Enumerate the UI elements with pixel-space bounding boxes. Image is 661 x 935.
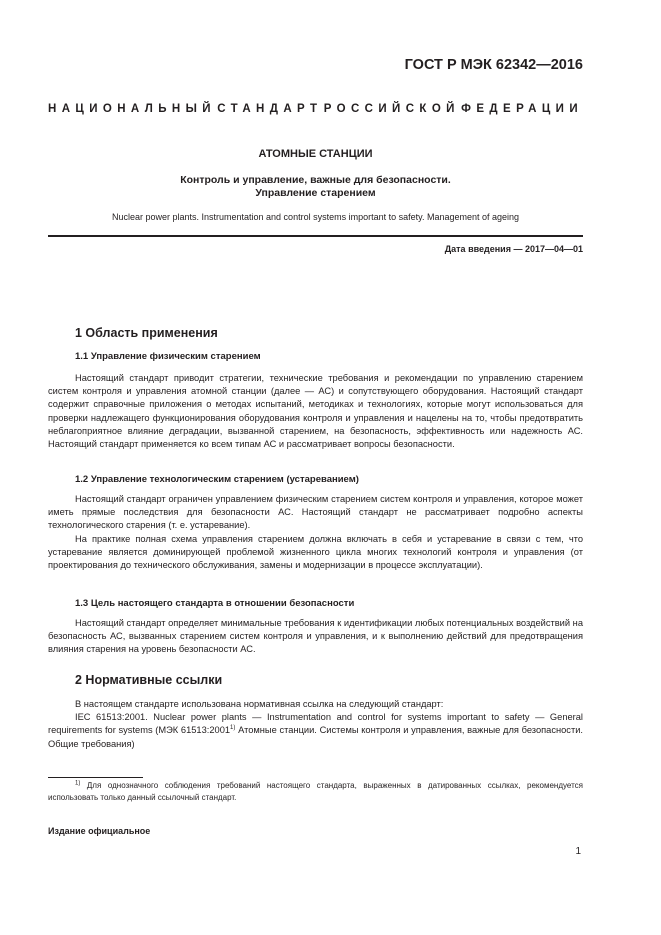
section-2-heading: 2 Нормативные ссылки	[75, 673, 223, 687]
footnote-text: Для однозначного соблюдения требований настоящего стандарта, выраженных в датированных ссылках, рекомендуется использовать только данный ссылочный стандарт.	[48, 781, 583, 802]
subsection-1-1-text	[48, 372, 583, 451]
english-title: Nuclear power plants. Instrumentation and control systems important to safety. Management of ageing	[111, 212, 520, 222]
section-2-text	[48, 698, 583, 751]
subtitle-line-1: Контроль и управление, важные для безопасности.	[180, 174, 451, 186]
banner-word: ФЕДЕРАЦИИ	[461, 103, 583, 115]
section-1-heading: 1 Область применения	[75, 326, 218, 340]
national-standard-banner	[48, 103, 583, 115]
footnote	[48, 780, 583, 804]
reference-text: Атомные станции. Системы контроля и управления, важные для безопасности. Общие требования)	[48, 725, 583, 749]
main-title: АТОМНЫЕ СТАНЦИИ	[258, 148, 373, 160]
official-edition-label: Издание официальное	[48, 826, 151, 836]
footnote-marker: 1)	[230, 725, 236, 732]
footnote-divider	[48, 777, 143, 778]
reference-text: IEC 61513:2001. Nuclear power plants — Instrumentation and control for systems important to safety — General requirements for systems (МЭК 61513:2001	[48, 712, 583, 736]
footnote-marker: 1)	[75, 780, 81, 787]
paragraph: Настоящий стандарт приводит стратегии, технические требования и рекомендации по управлению старением систем контроля и управления атомной станции (далее — АС) и сопутствующего оборудования. Настоящий стандарт содержит справочные приложения о методах испытаний, методиках и технологиях, которые могут использоваться для проверки надлежащего функционирования оборудования контроля и управления и нацелены на то, чтобы предотвратить неблагоприятное влияние деградации, вызванной старением, на безопасность, эффективность или надежность АС. Настоящий стандарт применяется ко всем типам АС и рассматривает вопросы безопасности.	[48, 373, 583, 450]
banner-word: СТАНДАРТ	[217, 103, 323, 115]
normative-reference	[48, 711, 583, 751]
introduction-date: Дата введения — 2017—04—01	[444, 244, 583, 254]
paragraph: На практике полная схема управления старением должна включать в себя и устаревание в связи с тем, что устаревание является доминирующей проблемой жизненного цикла многих технологий контроля и управления (от проектирования до технического обслуживания, замены и модернизации в процессе эксплуатации).	[48, 533, 583, 571]
subtitle-line-2: Управление старением	[255, 187, 376, 199]
paragraph: Настоящий стандарт ограничен управлением физическим старением систем контроля и управления, которое может иметь прямые последствия для безопасности АС. Настоящий стандарт не рассматривает подробно аспекты технологического старения (т. е. устаревание).	[48, 494, 583, 531]
subsection-1-3-text	[48, 617, 583, 657]
banner-word: НАЦИОНАЛЬНЫЙ	[48, 103, 216, 115]
page-number: 1	[575, 846, 581, 857]
subsection-1-3-heading: 1.3 Цель настоящего стандарта в отношении безопасности	[75, 598, 355, 609]
paragraph: В настоящем стандарте использована нормативная ссылка на следующий стандарт:	[75, 699, 444, 709]
banner-word: РОССИЙСКОЙ	[323, 103, 460, 115]
title-divider	[48, 235, 583, 237]
subtitle	[48, 174, 583, 200]
paragraph: Настоящий стандарт определяет минимальные требования к идентификации любых потенциальных воздействий на безопасность АС, вызванных старением систем контроля и управления, и к выполнению действий для предотвращения влияния старения на уровень безопасности АС.	[48, 618, 583, 655]
document-code: ГОСТ Р МЭК 62342—2016	[404, 57, 583, 73]
subsection-1-2-heading: 1.2 Управление технологическим старением (устареванием)	[75, 474, 359, 485]
subsection-1-1-heading: 1.1 Управление физическим старением	[75, 351, 261, 362]
subsection-1-2-text	[48, 493, 583, 572]
